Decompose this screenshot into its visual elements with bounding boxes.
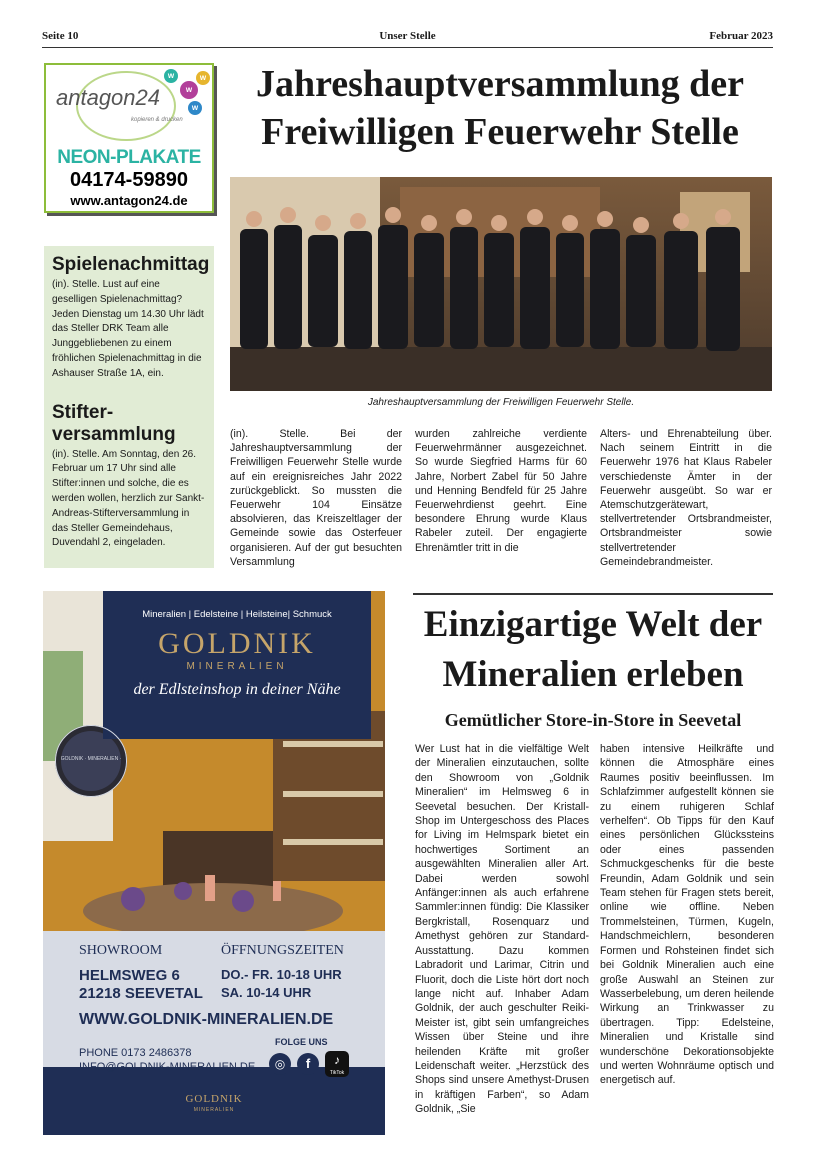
sidebar-notices (44, 246, 214, 568)
publication-name: Unser Stelle (379, 30, 436, 42)
instagram-icon[interactable]: ◎ (269, 1053, 291, 1075)
notice-text: (in). Stelle. Lust auf eine geselligen Spielenachmittag? Jeden Dienstag um 14.30 Uhr lädt das Steller DRK Team alle Junggebliebenen zu einem fröhlichen Spielenachmittag in die Ashauser Straße 1A, ein. (52, 279, 204, 379)
antagon-website: www.antagon24.de (70, 193, 188, 208)
notice-title: Spielenachmittag (52, 254, 210, 275)
showroom-label: SHOWROOM (79, 943, 163, 958)
dot-icon: w (196, 71, 210, 85)
article-subheadline: Gemütlicher Store-in-Store in Seevetal (444, 710, 742, 730)
notice-text: (in). Stelle. Am Sonntag, den 26. Februar um 17 Uhr sind alle Stifter:innen und solche, die es werden wollen, herzlich zur Sankt-Andreas-Stifterversammlung in das Steller Gemeindehaus, Duvendahl 2, eingeladen. (52, 448, 205, 549)
follow-label: FOLGE UNS (275, 1037, 328, 1047)
facebook-icon[interactable]: f (297, 1053, 319, 1075)
photo-caption: Jahreshauptversammlung der Freiwilligen Feuerwehr Stelle. (367, 397, 635, 408)
tiktok-label: TikTok (329, 1070, 345, 1076)
hours-label: ÖFFNUNGSZEITEN (221, 943, 344, 958)
antagon-tagline: kopieren & drucken (131, 117, 183, 123)
article-column: Alters- und Ehrenabteilung über. Nach seinem Eintritt in die Feuerwehr 1976 hat Klaus Rabeler verschiedenste Ämter in der Feuerwehr ausgeübt. So war er Atemschutzgerätewart, stellvertretender Ortsbrandmeister, Ortsbrandmeister sowie stellvertretender Gemeindebrandmeister. (600, 428, 772, 568)
article-headline: Einzigartige Welt der Mineralien erleben (423, 604, 763, 695)
dot-icon: w (188, 101, 202, 115)
antagon-ad (44, 63, 214, 213)
fire-brigade-photo (230, 177, 772, 391)
issue-date: Februar 2023 (709, 30, 773, 42)
goldnik-phone: PHONE 0173 2486378 (79, 1047, 192, 1059)
article-column: haben intensive Heilkräfte und können die Atmosphäre eines Raumes positiv beeinflussen. Im Schlafzimmer aufgestellt können sie zu einem ruhigeren Schlaf verhelfen“. Ob Tipps für den Kauf eines persönlichen Glückssteins oder eines passenden Schmuckgeschenks für die beste Freundin, Adam Goldnik und sein Team stehen für Fragen stets bereit, online wie offline. Neben Trommelsteinen, Türmen, Kugeln, Handschmeichlern, besonderen Formen und Rohsteinen findet sich bei Goldnik Mineralien auch eine große Auswahl an Steinen zur Wasserbelebung, um deren heilende Wirkung an Trinkwasser zu übertragen. Tipp: Edelsteine, Mineralien und Kristalle sind wunderschöne Dekorationsobjekte und werten Wohnräume optisch und energetisch auf. (600, 743, 774, 1087)
goldnik-slogan: der Edlsteinshop in deiner Nähe (133, 681, 341, 698)
goldnik-email: INFO@GOLDNIK-MINERALIEN.DE (79, 1061, 256, 1073)
tiktok-icon[interactable]: ♪ TikTok (325, 1051, 349, 1077)
address-line2: 21218 SEEVETAL (79, 985, 203, 1002)
notice-title: Stifter-versammlung (52, 401, 176, 445)
hours-line2: SA. 10-14 UHR (221, 985, 312, 1000)
section-rule (413, 593, 773, 595)
goldnik-ad (43, 591, 385, 1135)
dot-icon: w (180, 81, 198, 99)
antagon-phone: 04174-59890 (70, 169, 188, 191)
goldnik-footer-sub: MINERALIEN (193, 1107, 235, 1113)
goldnik-seal (55, 725, 127, 797)
goldnik-brand-sub: MINERALIEN (186, 661, 288, 672)
page-number: Seite 10 (42, 30, 79, 42)
group-photo-illustration (230, 177, 772, 391)
dot-icon: w (164, 69, 178, 83)
seal-text: GOLDNIK · MINERALIEN · (60, 756, 122, 762)
goldnik-categories: Mineralien | Edelsteine | Heilsteine| Schmuck (142, 609, 332, 620)
header-rule (42, 47, 773, 48)
goldnik-footer-brand: GOLDNIK (185, 1093, 243, 1105)
article-column: Wer Lust hat in die vielfältige Welt der Mineralien einzutauchen, sollte den Showroom von „Goldnik Mineralien“ im Helmsweg 6 in Seevetal besuchen. Der Kristall-Shop im Untergeschoss des Places for Living im Helmspark bietet ein hochwertiges Sortiment an ausgewählten Mineralien aller Art. Dabei werden sowohl Anfänger:innen als auch erfahrene Sammler:innen fündig: Die Klassiker Bergkristall, Rosenquarz und Amethyst gehören zur Standard-Ausstattung. Dazu kommen Labradorit und Larimar, Citrin und Fluorit, doch die Liste hört dort noch lange nicht auf. Inhaber Adam Goldnik, der auch geschulter Reiki-Meister ist, gibt sein umfangreiches Wissen über Steine und ihre heilenden Kräfte mit großer Leidenschaft weiter. „Herzstück des Shops sind unsere Amethyst-Drusen in kräftigen Farben“, so Adam Goldnik, „Sie (415, 743, 589, 1116)
address-line1: HELMSWEG 6 (79, 967, 180, 984)
article-column: wurden zahlreiche verdiente Feuerwehrmänner ausgezeichnet. So wurde Siegfried Harms für 60 Jahre, Norbert Zabel für 50 Jahre und Henning Bendfeld für 25 Jahre Feuerwehrdienst geehrt. Eine besondere Ehrung wurde Klaus Rabeler zuteil. Der engagierte Ehrenämtler tritt in die (415, 428, 587, 554)
neon-headline: NEON-PLAKATE (57, 147, 201, 168)
goldnik-website: WWW.GOLDNIK-MINERALIEN.DE (79, 1011, 334, 1028)
hours-line1: DO.- FR. 10-18 UHR (221, 967, 342, 982)
article-headline: Jahreshauptversammlung der Freiwilligen Feuerwehr Stelle (255, 63, 745, 153)
goldnik-brand: GOLDNIK (158, 627, 316, 660)
article-column: (in). Stelle. Bei der Jahreshauptversammlung der Freiwilligen Feuerwehr Stelle wurde auf ein ereignisreiches Jahr 2022 zurückgeblickt. So mussten die Feuerwehr 104 Einsätze absolvieren, das Kreiszeltlager der Gemeinde sowie das Osterfeuer organisieren. Auf der gut besuchten Versammlung (230, 428, 402, 568)
antagon-logo: antagon24 (56, 85, 160, 110)
page-header (42, 30, 773, 48)
